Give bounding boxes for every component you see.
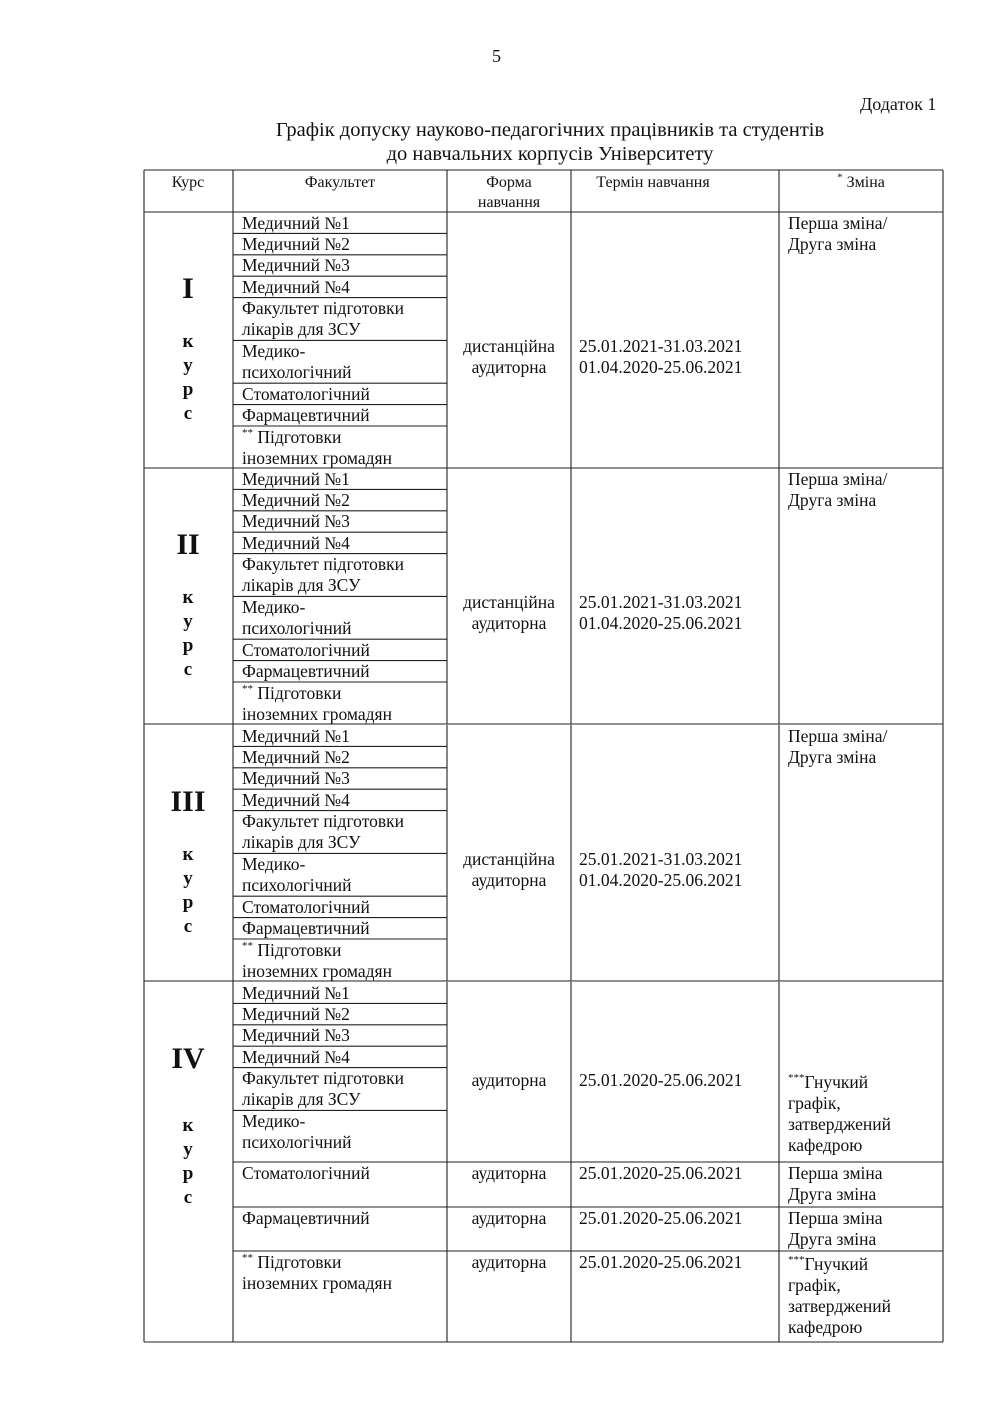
term-line-1: 25.01.2021-31.03.2021 <box>579 336 743 356</box>
course4-foreign-term: 25.01.2020-25.06.2021 <box>579 1252 743 1272</box>
faculty-foreign <box>242 427 392 469</box>
kurs-letter: р <box>182 379 194 400</box>
faculty-foreign-line-1 <box>242 940 392 961</box>
course4-foreign-shift-line-3: затверджений <box>788 1296 891 1316</box>
course4-foreign-shift-text: Гнучкий <box>804 1254 869 1274</box>
kurs-letter: к <box>182 587 194 608</box>
faculty-pharm: Фармацевтичний <box>242 918 370 939</box>
faculty-psy-line-1: Медико- <box>242 853 306 874</box>
faculty-psy-line-1: Медико- <box>242 596 306 617</box>
kurs-letter: с <box>183 916 193 937</box>
course-form <box>447 849 571 891</box>
faculty-med4: Медичний №4 <box>242 532 350 553</box>
faculty-med2: Медичний №2 <box>242 489 350 510</box>
faculty-pharm: Фармацевтичний <box>242 661 370 682</box>
kurs-letter: р <box>182 635 194 656</box>
shift-line-1: Перша зміна/ <box>788 469 888 489</box>
kurs-vertical-label <box>144 586 232 682</box>
header-course: Курс <box>171 174 205 191</box>
kurs-letter: у <box>183 611 193 632</box>
kurs-vertical-label <box>144 843 232 939</box>
appendix-label: Додаток 1 <box>860 94 937 114</box>
shift-line-1: Перша зміна/ <box>788 213 888 233</box>
course4-main-shift-line-2: графік, <box>788 1093 841 1113</box>
faculty-psy-line-2: психологічний <box>242 617 352 638</box>
kurs-letter: с <box>183 403 193 424</box>
faculty-foreign-asterisk: ** <box>242 682 253 695</box>
faculty-stom: Стоматологічний <box>242 639 370 660</box>
course4-foreign-shift-line-1 <box>788 1254 891 1275</box>
faculty-foreign <box>242 940 392 982</box>
course4-foreign-shift <box>788 1254 891 1338</box>
course-numeral: IV <box>171 1042 205 1075</box>
faculty-foreign-line-1 <box>242 1252 392 1273</box>
course-shift <box>788 469 887 511</box>
faculty-foreign <box>242 683 392 725</box>
faculty-zsu <box>242 811 404 853</box>
kurs-letter: у <box>183 868 193 889</box>
kurs-vertical-label <box>144 1114 232 1210</box>
faculty-zsu-line-2: лікарів для ЗСУ <box>242 575 361 596</box>
faculty-med3: Медичний №3 <box>242 255 350 276</box>
kurs-vertical-label <box>144 330 232 426</box>
course-numeral: III <box>170 785 206 818</box>
faculty-med2: Медичний №2 <box>242 746 350 767</box>
term-line-2: 01.04.2020-25.06.2021 <box>579 870 743 890</box>
faculty-zsu-line-2: лікарів для ЗСУ <box>242 832 361 853</box>
course4-stom-term: 25.01.2020-25.06.2021 <box>579 1163 743 1183</box>
shift-line-2: Друга зміна <box>788 234 877 254</box>
course-shift <box>788 726 887 768</box>
faculty-med2: Медичний №2 <box>242 1003 350 1024</box>
faculty-psy-line-2: психологічний <box>242 1131 352 1152</box>
course4-main-shift-asterisks: *** <box>788 1072 805 1085</box>
shift-line-2: Друга зміна <box>788 490 877 510</box>
faculty-med4: Медичний №4 <box>242 1046 350 1067</box>
kurs-letter: к <box>182 1115 194 1136</box>
shift-line-2: Друга зміна <box>788 747 877 767</box>
faculty-zsu <box>242 554 404 596</box>
form-line-1: дистанційна <box>463 336 555 356</box>
faculty-psy <box>242 341 352 383</box>
course4-stom-form: аудиторна <box>471 1163 547 1183</box>
page-number: 5 <box>492 46 501 66</box>
term-line-2: 01.04.2020-25.06.2021 <box>579 613 743 633</box>
faculty-psy <box>242 597 352 639</box>
course4-foreign-form: аудиторна <box>471 1252 547 1272</box>
faculty-stom: Стоматологічний <box>242 383 370 404</box>
faculty-pharm: Фармацевтичний <box>242 1208 370 1228</box>
form-line-2: аудиторна <box>471 613 547 633</box>
course4-main-shift-line-1 <box>788 1072 891 1093</box>
form-line-2: аудиторна <box>471 357 547 377</box>
faculty-psy-line-2: психологічний <box>242 874 352 895</box>
faculty-med1: Медичний №1 <box>242 725 350 746</box>
course4-stom-shift <box>788 1163 883 1205</box>
faculty-foreign-line-2: іноземних громадян <box>242 447 392 468</box>
faculty-foreign-asterisk: ** <box>242 426 253 439</box>
header-shift-label: Зміна <box>846 174 885 191</box>
course-shift <box>788 213 887 255</box>
faculty-foreign-line-1 <box>242 427 392 448</box>
faculty-zsu-line-1: Факультет підготовки <box>242 1068 405 1089</box>
form-line-1: дистанційна <box>463 849 555 869</box>
header-form <box>447 173 571 213</box>
header-term: Термін навчання <box>596 174 710 191</box>
course4-foreign-shift-asterisks: *** <box>788 1254 805 1267</box>
header-form-line-1: Форма <box>486 174 532 191</box>
course-form <box>447 592 571 634</box>
header-faculty: Факультет <box>304 174 376 191</box>
kurs-letter: у <box>183 1139 193 1160</box>
shift-line-1: Перша зміна <box>788 1208 883 1228</box>
shift-line-2: Друга зміна <box>788 1229 877 1249</box>
course4-main-shift-line-4: кафедрою <box>788 1135 863 1155</box>
title-line-1: Графік допуску науково-педагогічних працівників та студентів <box>275 119 825 141</box>
course4-main-shift <box>788 1072 891 1156</box>
faculty-foreign-name: Підготовки <box>253 682 342 703</box>
course4-foreign-shift-line-2: графік, <box>788 1275 841 1295</box>
shift-line-1: Перша зміна/ <box>788 726 888 746</box>
kurs-letter: с <box>183 659 193 680</box>
course-term <box>579 592 742 634</box>
faculty-pharm: Фармацевтичний <box>242 405 370 426</box>
course4-main-term: 25.01.2020-25.06.2021 <box>579 1070 743 1090</box>
kurs-letter: у <box>183 355 193 376</box>
course-term <box>579 336 742 378</box>
faculty-zsu-line-2: лікарів для ЗСУ <box>242 1089 361 1110</box>
term-line-1: 25.01.2021-31.03.2021 <box>579 849 743 869</box>
faculty-foreign-name: Підготовки <box>253 426 342 447</box>
term-line-1: 25.01.2021-31.03.2021 <box>579 592 743 612</box>
term-line-2: 01.04.2020-25.06.2021 <box>579 357 743 377</box>
kurs-letter: к <box>182 331 194 352</box>
faculty-zsu-line-1: Факультет підготовки <box>242 554 405 575</box>
faculty-foreign-line-2: іноземних громадян <box>242 703 392 724</box>
course4-pharm-shift <box>788 1208 883 1250</box>
faculty-stom: Стоматологічний <box>242 896 370 917</box>
faculty-foreign-asterisk: ** <box>242 939 253 952</box>
faculty-foreign-line-1 <box>242 683 392 704</box>
faculty-psy-line-2: психологічний <box>242 361 352 382</box>
faculty-zsu-line-2: лікарів для ЗСУ <box>242 319 361 340</box>
faculty-zsu <box>242 298 404 340</box>
faculty-foreign-line-2: іноземних громадян <box>242 960 392 981</box>
course4-main-form: аудиторна <box>471 1070 547 1090</box>
shift-line-1: Перша зміна <box>788 1163 883 1183</box>
faculty-med3: Медичний №3 <box>242 511 350 532</box>
course-term <box>579 849 742 891</box>
form-line-2: аудиторна <box>471 870 547 890</box>
header-shift <box>779 173 943 193</box>
header-form-line-2: навчання <box>477 194 541 211</box>
faculty-zsu-line-1: Факультет підготовки <box>242 811 405 832</box>
kurs-letter: к <box>182 844 194 865</box>
title-line-2: до навчальних корпусів Університету <box>386 143 714 165</box>
faculty-foreign-line-2: іноземних громадян <box>242 1273 392 1293</box>
kurs-letter: р <box>182 1163 194 1184</box>
header-shift-asterisk: * <box>837 171 843 184</box>
course4-pharm-term: 25.01.2020-25.06.2021 <box>579 1208 743 1228</box>
faculty-psy <box>242 854 352 896</box>
faculty-med4: Медичний №4 <box>242 789 350 810</box>
faculty-psy-line-1: Медико- <box>242 340 306 361</box>
form-line-1: дистанційна <box>463 592 555 612</box>
faculty-med3: Медичний №3 <box>242 768 350 789</box>
course4-pharm-form: аудиторна <box>471 1208 547 1228</box>
faculty-foreign <box>242 1252 392 1294</box>
course4-foreign-shift-line-4: кафедрою <box>788 1317 863 1337</box>
course4-main-shift-text: Гнучкий <box>804 1072 869 1092</box>
faculty-foreign-asterisk: ** <box>242 1252 253 1265</box>
faculty-med1: Медичний №1 <box>242 468 350 489</box>
faculty-stom: Стоматологічний <box>242 1163 370 1183</box>
faculty-med3: Медичний №3 <box>242 1025 350 1046</box>
faculty-psy <box>242 1111 352 1153</box>
faculty-foreign-name: Підготовки <box>253 939 342 960</box>
faculty-med1: Медичний №1 <box>242 212 350 233</box>
course-numeral: I <box>182 272 194 305</box>
course-numeral: II <box>176 528 200 561</box>
faculty-psy-line-1: Медико- <box>242 1110 306 1131</box>
course-form <box>447 336 571 378</box>
faculty-foreign-name: Підготовки <box>253 1252 342 1272</box>
kurs-letter: р <box>182 892 194 913</box>
faculty-med1: Медичний №1 <box>242 982 350 1003</box>
kurs-letter: с <box>183 1187 193 1208</box>
faculty-med4: Медичний №4 <box>242 276 350 297</box>
shift-line-2: Друга зміна <box>788 1184 877 1204</box>
course4-main-shift-line-3: затверджений <box>788 1114 891 1134</box>
faculty-med2: Медичний №2 <box>242 233 350 254</box>
faculty-zsu-line-1: Факультет підготовки <box>242 298 405 319</box>
faculty-zsu <box>242 1068 404 1110</box>
